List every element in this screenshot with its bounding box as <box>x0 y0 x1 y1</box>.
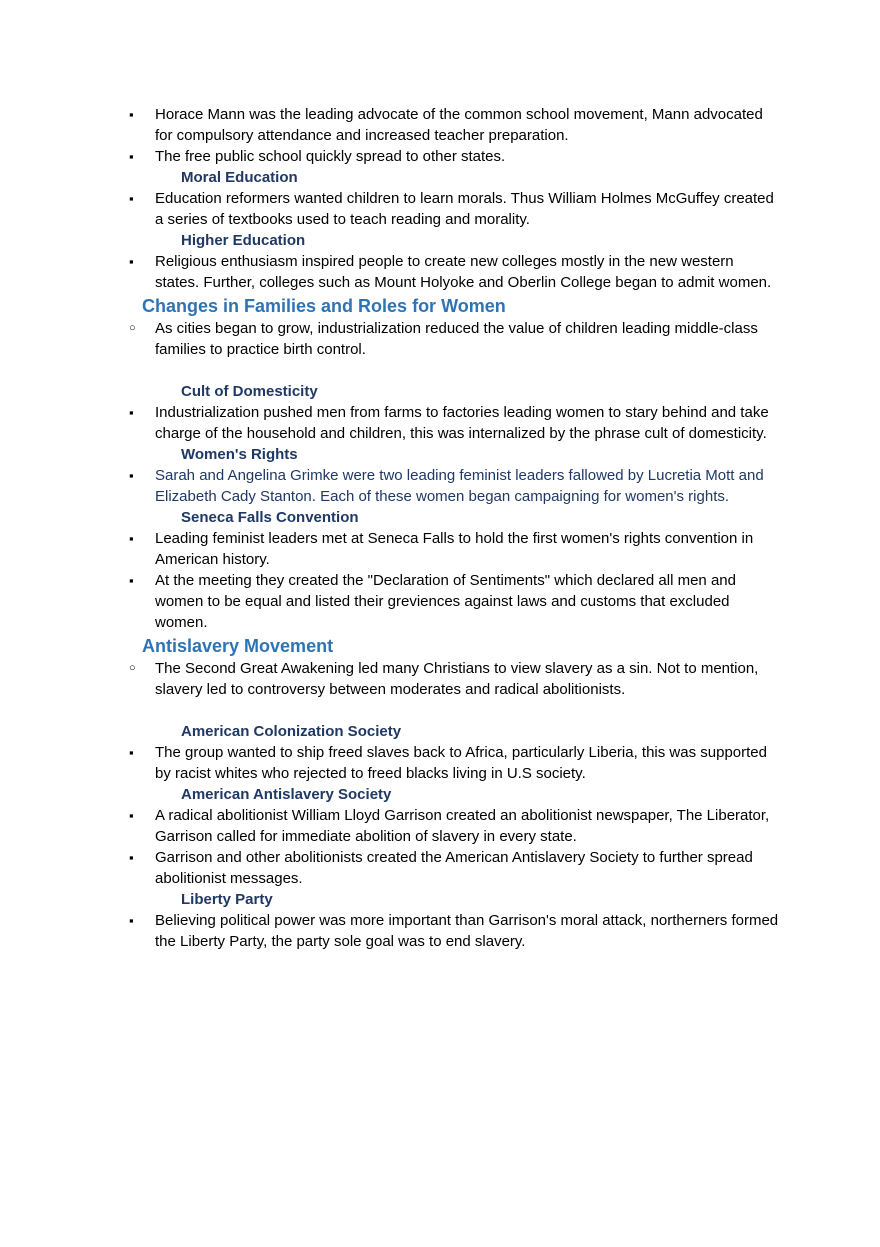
list-item: ▪ Industrialization pushed men from farms to factories leading women to stary behind and take charge of the household and children, this was internalized by the phrase cult of domesticity. <box>0 402 780 444</box>
list-item: ▪ Leading feminist leaders met at Seneca Falls to hold the first women's rights convention in American history. <box>0 528 780 570</box>
square-bullet-icon <box>129 402 143 425</box>
document-content <box>0 104 880 952</box>
subheading: Higher Education <box>181 232 306 249</box>
list-item: ▪ Garrison and other abolitionists created the American Antislavery Society to further spread abolitionist messages. <box>0 847 780 889</box>
circle-bullet-icon <box>129 658 143 679</box>
section-heading: Antislavery Movement <box>142 636 334 656</box>
list-item: ▪ The group wanted to ship freed slaves back to Africa, particularly Liberia, this was supported by racist whites who rejected to freed blacks living in U.S society. <box>0 742 780 784</box>
square-bullet-icon <box>129 528 143 551</box>
square-bullet-icon <box>129 251 143 274</box>
list-item: ▪ A radical abolitionist William Lloyd Garrison created an abolitionist newspaper, The Liberator, Garrison called for immediate abolition of slavery in every state. <box>0 805 780 847</box>
list-item: ▪ Religious enthusiasm inspired people to create new colleges mostly in the new western states. Further, colleges such as Mount Holyoke and Oberlin College began to admit women. <box>0 251 780 293</box>
list-item: ▪ Believing political power was more important than Garrison's moral attack, northerners formed the Liberty Party, the party sole goal was to end slavery. <box>0 910 780 952</box>
list-item: ▪ Sarah and Angelina Grimke were two leading feminist leaders fallowed by Lucretia Mott and Elizabeth Cady Stanton. Each of these women began campaigning for women's rights. <box>0 465 780 507</box>
subheading: Women's Rights <box>181 446 298 463</box>
square-bullet-icon <box>129 805 143 828</box>
square-bullet-icon <box>129 146 143 169</box>
square-bullet-icon <box>129 188 143 211</box>
square-bullet-icon <box>129 465 143 488</box>
subheading: Liberty Party <box>181 891 273 908</box>
square-bullet-icon <box>129 104 143 127</box>
subheading: Seneca Falls Convention <box>181 509 359 526</box>
subheading: American Colonization Society <box>181 723 402 740</box>
spacer <box>0 360 880 381</box>
square-bullet-icon <box>129 910 143 933</box>
list-item: ▪ Education reformers wanted children to learn morals. Thus William Holmes McGuffey created a series of textbooks used to teach reading and morality. <box>0 188 780 230</box>
spacer <box>0 700 880 721</box>
list-item: ○ As cities began to grow, industrialization reduced the value of children leading middle-class families to practice birth control. <box>0 318 780 360</box>
section-heading: Changes in Families and Roles for Women <box>142 296 506 316</box>
circle-bullet-icon <box>129 318 143 339</box>
subheading: American Antislavery Society <box>181 786 392 803</box>
square-bullet-icon <box>129 570 143 593</box>
subheading: Moral Education <box>181 169 298 186</box>
subheading: Cult of Domesticity <box>181 383 318 400</box>
square-bullet-icon <box>129 742 143 765</box>
list-item: ▪ At the meeting they created the "Declaration of Sentiments" which declared all men and women to be equal and listed their greviences against laws and customs that excluded women. <box>0 570 780 633</box>
list-item: ○ The Second Great Awakening led many Christians to view slavery as a sin. Not to mention, slavery led to controversy between moderates and radical abolitionists. <box>0 658 780 700</box>
square-bullet-icon <box>129 847 143 870</box>
list-item: ▪ Horace Mann was the leading advocate of the common school movement, Mann advocated for compulsory attendance and increased teacher preparation. <box>0 104 780 146</box>
list-item: ▪ The free public school quickly spread to other states. <box>0 146 780 167</box>
